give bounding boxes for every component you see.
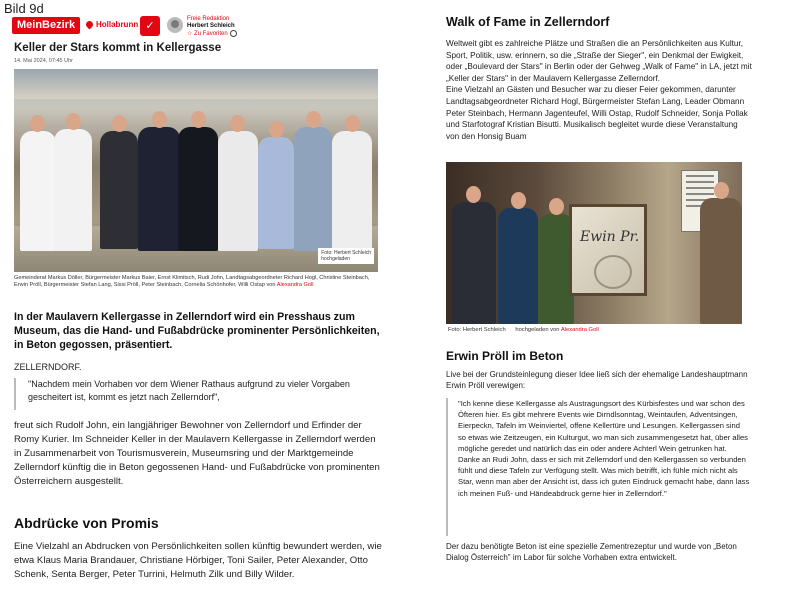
photo-caption-uploaded: von bbox=[266, 282, 276, 288]
photo-credit bbox=[318, 248, 374, 264]
author-avatar[interactable] bbox=[167, 17, 183, 33]
photo-person-head bbox=[191, 111, 206, 128]
proell-quote: "Ich kenne diese Kellergasse als Austragungsort des Kürbisfestes und war schon des Öfteren hier. Es gibt mehrere Events wie Dirndlsonntag, Weintaufen, Adventsingen, Eierpeckn, Tafeln im Weinviertel, offene Kellertüre und Lesungen. Kellergassen sind so etwas wie Zeitzeugen, ein Kulturgut, wo man sich zusammengesetzt hat, über alles mögliche geredet und natürlich das ein oder andere Achterl Wein getrunken hat. Danke an Rudi John, dass er sich mit Zellerndorf und den Kellergassen so verbunden fühlt und diese Tafeln zur Verfügung stellt. Was mich betrifft, ich fühle mich nicht als Star, wenn man aber der Ansicht ist, dass ich guten Eindruck gemacht habe, dann lass ich meinen Fuß- und Händeabdruck gerne hier in Zellerndorf." bbox=[446, 398, 750, 536]
photo-credit-uploaded: hochgeladen bbox=[321, 256, 350, 262]
photo-person-head bbox=[466, 186, 481, 203]
photo-person bbox=[54, 129, 92, 251]
quote-block: "Nachdem mein Vorhaben vor dem Wiener Rathaus aufgrund zu vieler Vorgaben gescheitert ist, kommt es jetzt nach Zellerndorf", bbox=[14, 378, 378, 410]
clock-icon bbox=[230, 30, 237, 37]
photo-person bbox=[218, 131, 258, 251]
photo-caption-text: Gemeinderat Markus Döller, Bürgermeister Markus Baier, Ernst Klimitsch, Rudi John, Landtagsabgeordneter Richard Hogl, Christine Steinbach, Erwin Pröll, Bürgermeister Stefan Lang, Sissi Pröll, Peter Steinbach, Cornelia Schönhofer, Willi Ostap bbox=[14, 275, 370, 288]
author-name[interactable]: Herbert Schleich bbox=[187, 23, 235, 29]
section-heading-proell: Erwin Pröll im Beton bbox=[446, 349, 564, 363]
signature-scrawl: Ewin Pr. bbox=[580, 229, 640, 245]
photo-caption bbox=[14, 275, 378, 289]
article-dateline: ZELLERNDORF. bbox=[14, 362, 82, 372]
uploader-link[interactable]: Alexandra Goll bbox=[276, 282, 314, 288]
uploader-link-2[interactable]: Alexandra Goll bbox=[560, 327, 599, 333]
favorite-link[interactable]: ☆ Zu Favoriten bbox=[187, 31, 228, 38]
group-photo[interactable] bbox=[14, 69, 378, 272]
article-left-column bbox=[8, 14, 383, 598]
beton-paragraph: Der dazu benötigte Beton ist eine spezielle Zementrezeptur und wurde von „Beton Dialog Österreich" im Labor für solche Vorhaben extra entwickelt. bbox=[446, 542, 737, 563]
brand-logo[interactable]: MeinBezirk bbox=[12, 17, 80, 34]
photo-person-head bbox=[511, 192, 526, 209]
photo-person-head bbox=[152, 111, 167, 128]
location-pin-icon bbox=[85, 20, 95, 30]
author-role: Freie Redaktion bbox=[187, 16, 230, 22]
cellar-photo[interactable] bbox=[446, 162, 742, 324]
photo-caption-2 bbox=[448, 327, 599, 333]
photo-person bbox=[138, 127, 180, 251]
author-block bbox=[187, 16, 237, 38]
signature-board bbox=[569, 204, 647, 296]
article-body-2: Eine Vielzahl an Abdrucken von Persönlichkeiten sollen künftig bewundert werden, wie etwa Klaus Maria Brandauer, Christiane Hörbiger, Toni Sailer, Peter Alexander, Otto Schenk, Senta Berger, Peter Turrini, Helmuth Zilk und Billy Wilder. bbox=[14, 541, 382, 580]
photo-person-head bbox=[345, 115, 360, 132]
photo-person bbox=[258, 137, 294, 249]
article-body: freut sich Rudolf John, ein langjähriger Bewohner von Zellerndorf und Erfinder der Romy Kurier. Im Schneider Keller in der Maulavern Kellergasse in Zellerndorf werden in Zusammenarbeit von Tourismusverein, Museumsring und der Marktgemeinde Zellerndorf künftig die in Beton gegossenen Hand- und Fußabdrücke von prominenten Österreichern ausgestellt. bbox=[14, 420, 380, 487]
region-label: Hollabrunn bbox=[96, 20, 139, 29]
photo-person-head bbox=[112, 115, 127, 132]
section-heading-walk-of-fame: Walk of Fame in Zellerndorf bbox=[446, 15, 610, 29]
section-heading: Abdrücke von Promis bbox=[14, 515, 159, 531]
photo-person bbox=[700, 198, 742, 324]
photo-caption-2-credit: Foto: Herbert Schleich bbox=[448, 327, 506, 333]
photo-credit-text: Foto: Herbert Schleich bbox=[321, 250, 371, 256]
photo-person-head bbox=[30, 115, 45, 132]
handprint bbox=[594, 255, 632, 289]
walk-of-fame-body bbox=[446, 38, 752, 142]
photo-person bbox=[332, 131, 372, 251]
photo-person bbox=[452, 202, 496, 324]
region-link[interactable] bbox=[86, 18, 138, 32]
photo-person bbox=[100, 131, 138, 249]
photo-person-head bbox=[66, 113, 81, 130]
photo-person bbox=[20, 131, 56, 251]
photo-person bbox=[294, 127, 332, 251]
photo-person-head bbox=[269, 121, 284, 138]
article-right-column bbox=[444, 12, 754, 598]
photo-person-head bbox=[549, 198, 564, 215]
article-header-bar bbox=[8, 14, 383, 38]
share-icon[interactable]: ✓ bbox=[140, 16, 160, 36]
proell-intro: Live bei der Grundsteinlegung dieser Idee ließ sich der ehemalige Landeshauptmann Erwin Pröll verewigen: bbox=[446, 370, 748, 391]
photo-person-head bbox=[714, 182, 729, 199]
walk-of-fame-paragraph-2: Eine Vielzahl an Gästen und Besucher war zu dieser Feier gekommen, darunter Landtagsabgeordneter Richard Hogl, Bürgermeister Stefan Lang, Leader Obmann Peter Steinbach, Hermann Jagenteufel, Willi Ostap, Rudolf Schneider, Sonja Pollak und Starfotograf Kristian Bisutti. Musikalisch begleitet wurde diese Veranstaltung von den Honsig Buam bbox=[446, 85, 748, 141]
article-date: 14. Mai 2024, 07:45 Uhr bbox=[14, 58, 74, 64]
photo-background-roof bbox=[14, 69, 378, 99]
article-lead: In der Maulavern Kellergasse in Zellerndorf wird ein Presshaus zum Museum, das die Hand- und Fußabdrücke prominenter Persönlichkeiten, in Beton gegossen, präsentiert. bbox=[14, 311, 380, 351]
photo-person-head bbox=[306, 111, 321, 128]
photo-caption-2-uploaded: hochgeladen von bbox=[515, 327, 560, 333]
photo-person-head bbox=[230, 115, 245, 132]
photo-person bbox=[178, 127, 218, 251]
figure-label: Bild 9d bbox=[4, 1, 44, 16]
article-headline: Keller der Stars kommt in Kellergasse bbox=[14, 42, 222, 54]
photo-person bbox=[498, 208, 538, 324]
walk-of-fame-paragraph-1: Weltweit gibt es zahlreiche Plätze und Straßen die an Persönlichkeiten aus Kultur, Sport, Politik, usw. erinnern, so die „Straße der Sieger", ein Denkmal der Ewigkeit, oder „Boulevard der Stars" in Berlin oder der Gehweg „Walk of Fame" in LA, jetzt mit „Keller der Stars" in der Maulavern Kellergasse Zellerndorf. bbox=[446, 39, 752, 83]
